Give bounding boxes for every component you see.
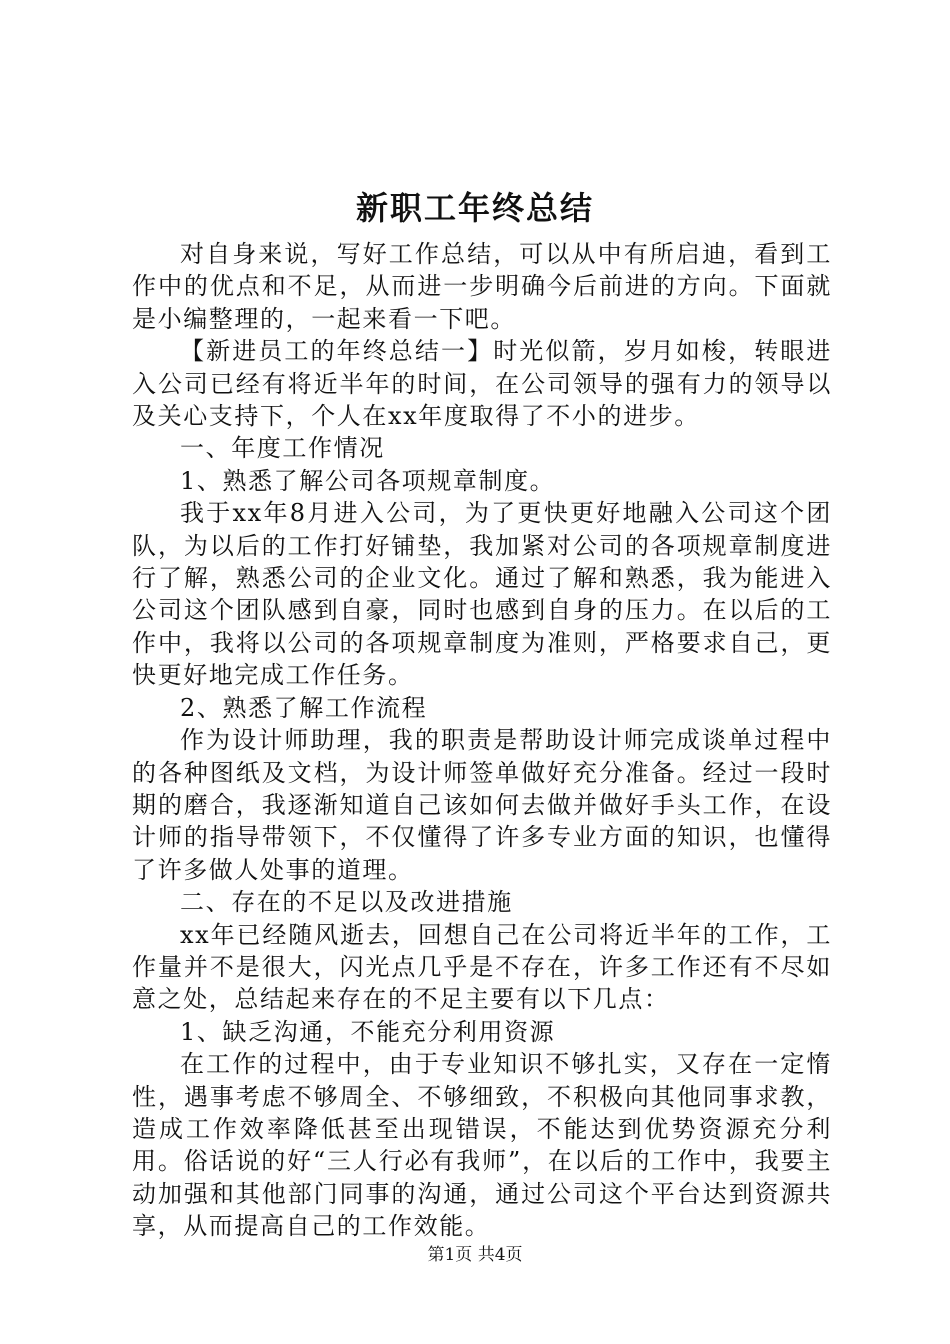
section-heading-shortcomings: 二、存在的不足以及改进措施 <box>180 888 513 917</box>
paragraph-intro: 对自身来说，写好工作总结，可以从中有所启迪，看到工作中的优点和不足，从而进一步明确今后前进的方向。下面就是小编整理的，一起来看一下吧。 <box>132 240 832 333</box>
paragraph-rules: 我于xx年8月进入公司，为了更快更好地融入公司这个团队，为以后的工作打好铺垫，我加紧对公司的各项规章制度进行了解，熟悉公司的企业文化。通过了解和熟悉，我为能进入公司这个团队感到自豪，同时也感到自身的压力。在以后的工作中，我将以公司的各项规章制度为准则，严格要求自己，更快更好地完成工作任务。 <box>132 499 832 690</box>
subheading-rules: 1、熟悉了解公司各项规章制度。 <box>180 466 556 495</box>
section-heading-annual-work: 一、年度工作情况 <box>180 434 385 463</box>
subheading-workflow: 2、熟悉了解工作流程 <box>180 693 428 722</box>
paragraph-workflow: 作为设计师助理，我的职责是帮助设计师完成谈单过程中的各种图纸及文档，为设计师签单做好充分准备。经过一段时期的磨合，我逐渐知道自己该如何去做并做好手头工作，在设计师的指导带领下，不仅懂得了许多专业方面的知识，也懂得了许多做人处事的道理。 <box>132 726 832 884</box>
paragraph-shortcomings: xx年已经随风逝去，回想自己在公司将近半年的工作，工作量并不是很大，闪光点几乎是不存在，许多工作还有不尽如意之处，总结起来存在的不足主要有以下几点： <box>132 920 832 1014</box>
document-title: 新职工年终总结 <box>355 189 594 227</box>
document-body <box>132 238 832 1243</box>
subheading-communication: 1、缺乏沟通，不能充分利用资源 <box>180 1017 556 1046</box>
page-number-footer: 第1页 共4页 <box>427 1245 523 1265</box>
paragraph-communication: 在工作的过程中，由于专业知识不够扎实，又存在一定惰性，遇事考虑不够周全、不够细致，不积极向其他同事求教，造成工作效率降低甚至出现错误，不能达到优势资源充分利用。俗话说的好“三人行必有我师”，在以后的工作中，我要主动加强和其他部门同事的沟通，通过公司这个平台达到资源共享，从而提高自己的工作效能。 <box>132 1050 832 1241</box>
paragraph-summary-one: 【新进员工的年终总结一】时光似箭，岁月如梭，转眼进入公司已经有将近半年的时间，在公司领导的强有力的领导以及关心支持下，个人在xx年度取得了不小的进步。 <box>132 337 832 431</box>
